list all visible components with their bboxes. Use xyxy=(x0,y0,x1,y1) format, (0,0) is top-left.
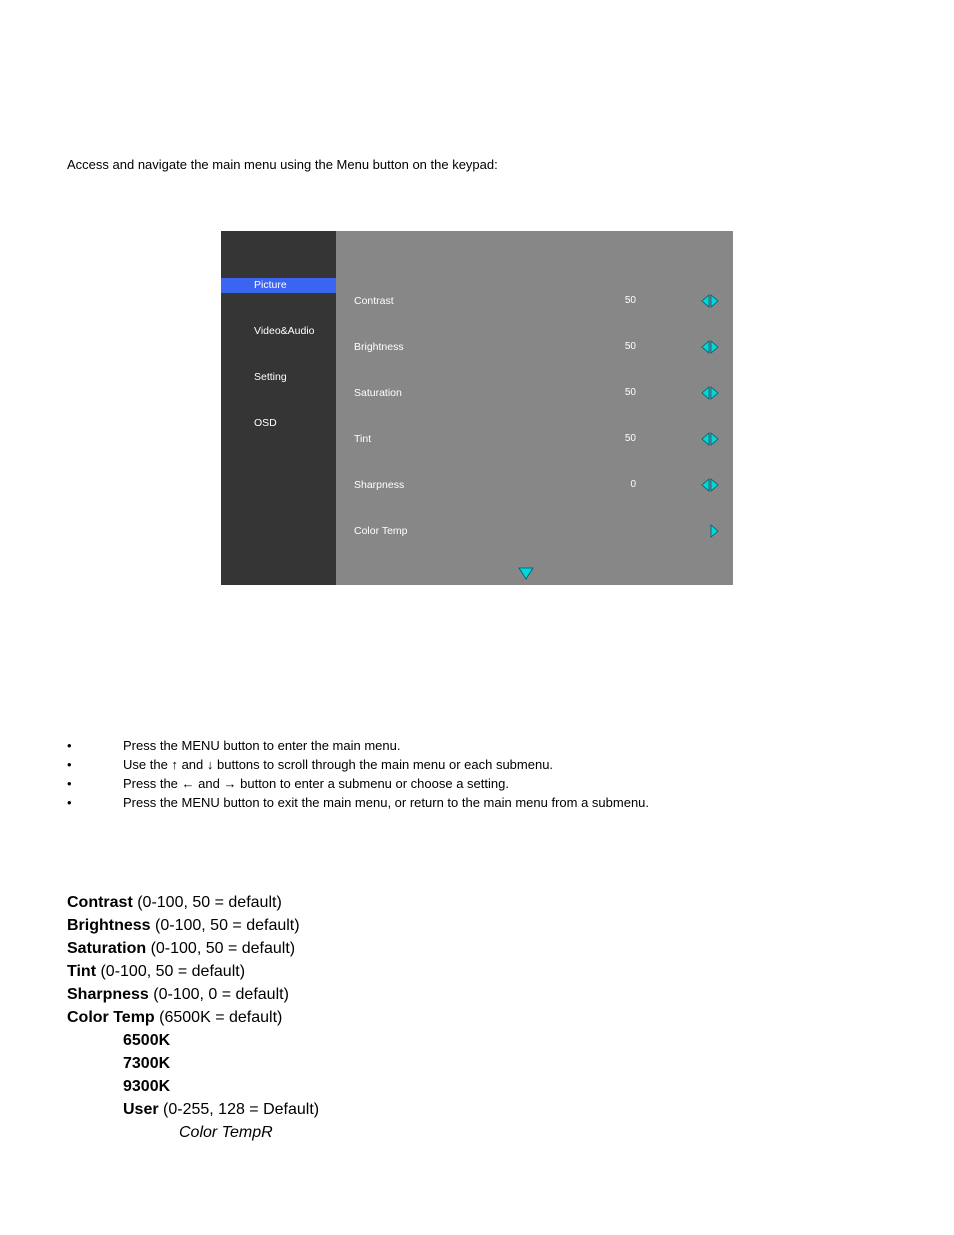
setting-name: User xyxy=(123,1101,159,1118)
right-arrow-icon xyxy=(701,524,719,538)
osd-row-label: Saturation xyxy=(354,387,402,399)
osd-row-value: 50 xyxy=(624,433,636,444)
osd-row-label: Brightness xyxy=(354,341,404,353)
osd-sidebar-item-video-audio: Video&Audio xyxy=(254,325,315,337)
osd-row-value: 0 xyxy=(630,479,636,490)
setting-name: Tint xyxy=(67,963,97,980)
bullet-text: Press the MENU button to enter the main menu. xyxy=(123,738,401,753)
right-arrow-icon: → xyxy=(223,776,237,791)
setting-name: Contrast xyxy=(67,894,133,911)
setting-range: (0-100, 50 = default) xyxy=(150,917,300,934)
scroll-down-arrow-icon xyxy=(518,567,534,580)
setting-option: 9300K xyxy=(123,1078,171,1095)
setting-range: (0-100, 50 = default) xyxy=(146,940,296,957)
left-right-arrows-icon xyxy=(701,386,719,400)
setting-name: Saturation xyxy=(67,940,147,957)
setting-tint xyxy=(67,962,319,985)
left-right-arrows-icon xyxy=(701,294,719,308)
setting-range: (0-100, 50 = default) xyxy=(96,963,246,980)
settings-list xyxy=(67,893,319,1146)
setting-option-7300k xyxy=(67,1054,319,1077)
setting-option-6500k xyxy=(67,1031,319,1054)
setting-option-user xyxy=(67,1100,319,1123)
osd-menu-screenshot xyxy=(221,231,733,585)
bullet-dot: • xyxy=(67,738,72,753)
intro-text: Access and navigate the main menu using the Menu button on the keypad: xyxy=(67,157,498,172)
osd-row-label: Contrast xyxy=(354,295,394,307)
text-segment: and xyxy=(198,776,220,791)
setting-user-color-temp-r: Color TempR xyxy=(179,1124,273,1141)
down-arrow-icon: ↓ xyxy=(206,757,214,772)
setting-range: (0-255, 128 = Default) xyxy=(158,1101,320,1118)
setting-brightness xyxy=(67,916,319,939)
setting-option: 7300K xyxy=(123,1055,171,1072)
text-segment: Use the xyxy=(123,757,168,772)
setting-color-temp xyxy=(67,1008,319,1031)
setting-saturation xyxy=(67,939,319,962)
left-right-arrows-icon xyxy=(701,478,719,492)
osd-row-value: 50 xyxy=(624,387,636,398)
bullet-text xyxy=(123,757,553,773)
osd-sidebar-item-setting: Setting xyxy=(254,371,287,383)
osd-row-label: Tint xyxy=(354,433,372,445)
osd-row-tint xyxy=(336,432,733,446)
osd-row-value: 50 xyxy=(624,341,636,352)
text-segment: button to enter a submenu or choose a setting. xyxy=(240,776,509,791)
osd-row-contrast xyxy=(336,294,733,308)
left-right-arrows-icon xyxy=(701,340,719,354)
setting-range: (0-100, 0 = default) xyxy=(148,986,289,1003)
bullet-dot: • xyxy=(67,776,72,791)
bullet-dot: • xyxy=(67,795,72,810)
bullet-text xyxy=(123,776,509,792)
setting-range: (6500K = default) xyxy=(154,1009,283,1026)
setting-contrast xyxy=(67,893,319,916)
osd-row-label: Color Temp xyxy=(354,525,408,537)
osd-row-brightness xyxy=(336,340,733,354)
osd-sidebar xyxy=(221,231,336,585)
osd-row-value: 50 xyxy=(624,295,636,306)
setting-name: Brightness xyxy=(67,917,151,934)
setting-sharpness xyxy=(67,985,319,1008)
osd-row-label: Sharpness xyxy=(354,479,405,491)
up-arrow-icon: ↑ xyxy=(171,757,178,772)
setting-option-9300k xyxy=(67,1077,319,1100)
setting-name: Color Temp xyxy=(67,1009,155,1026)
bullet-dot: • xyxy=(67,757,72,772)
setting-option: 6500K xyxy=(123,1032,171,1049)
osd-sidebar-item-osd: OSD xyxy=(254,417,277,429)
osd-row-sharpness xyxy=(336,478,733,492)
text-segment: and xyxy=(181,757,204,772)
text-segment: buttons to scroll through the main menu or each submenu. xyxy=(217,757,554,772)
bullet-text: Press the MENU button to exit the main menu, or return to the main menu from a submenu. xyxy=(123,795,650,810)
osd-sidebar-item-picture: Picture xyxy=(221,278,336,293)
osd-row-color-temp xyxy=(336,524,733,538)
osd-row-saturation xyxy=(336,386,733,400)
left-right-arrows-icon xyxy=(701,432,719,446)
setting-name: Sharpness xyxy=(67,986,149,1003)
left-arrow-icon: ← xyxy=(181,776,195,791)
setting-range: (0-100, 50 = default) xyxy=(132,894,282,911)
osd-main-panel xyxy=(336,231,733,585)
text-segment: Press the xyxy=(123,776,178,791)
